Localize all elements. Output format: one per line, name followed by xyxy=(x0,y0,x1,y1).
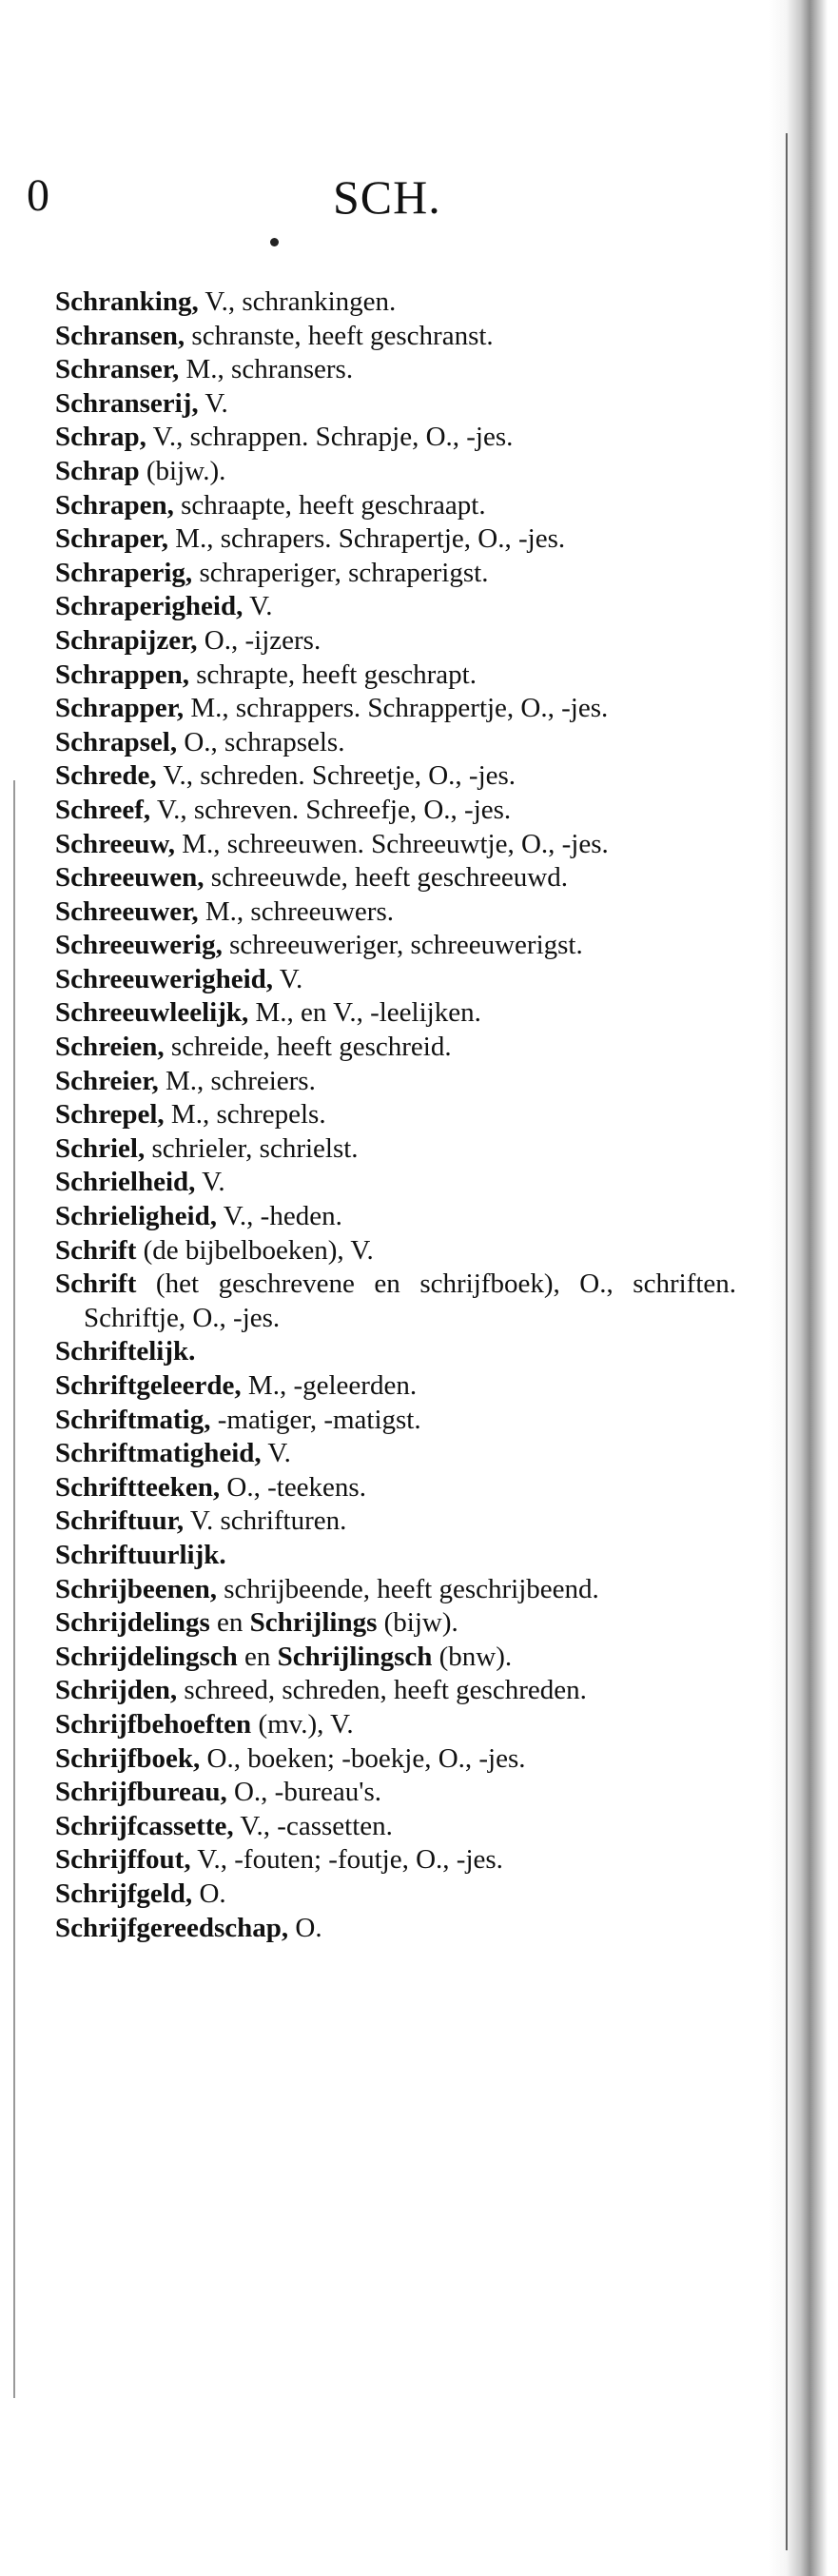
entry-definition: M., schreeuwen. Schreeuwtje, O., -jes. xyxy=(174,828,609,859)
dictionary-entry xyxy=(55,1606,736,1641)
entry-headword: Schrap xyxy=(55,455,140,486)
dictionary-entry xyxy=(55,996,736,1031)
dictionary-entry xyxy=(55,1504,736,1539)
entry-headword: Schreier, xyxy=(55,1065,159,1096)
entry-headword: Schrapsel, xyxy=(55,726,178,757)
entry-definition: O., -teekens. xyxy=(220,1471,366,1503)
dictionary-entry xyxy=(55,557,736,591)
dictionary-entry xyxy=(55,1132,736,1167)
entry-definition: (mv.), V. xyxy=(251,1708,354,1740)
dictionary-entry xyxy=(55,759,736,794)
entry-headword: Schriftgeleerde, xyxy=(55,1370,242,1401)
dictionary-entry xyxy=(55,1098,736,1132)
dictionary-entries xyxy=(55,285,736,1945)
dictionary-entry xyxy=(55,489,736,523)
entry-definition: V., schreden. Schreetje, O., -jes. xyxy=(156,760,516,792)
entry-headword: Schreeuwleelijk, xyxy=(55,997,249,1029)
entry-headword: Schriftuurlijk. xyxy=(55,1539,226,1570)
entry-definition: V., -heden. xyxy=(216,1201,342,1232)
dictionary-entry xyxy=(55,1878,736,1912)
entry-headword: Schriftteeken, xyxy=(55,1471,221,1503)
entry-headword: Schranking, xyxy=(55,286,199,317)
entry-definition: en xyxy=(209,1607,250,1639)
entry-definition: en xyxy=(237,1641,278,1672)
entry-definition: V. xyxy=(198,387,228,419)
entry-definition: M., schreiers. xyxy=(158,1065,316,1096)
entry-headword: Schrede, xyxy=(55,760,157,792)
dictionary-entry xyxy=(55,1843,736,1878)
decorative-dot xyxy=(270,238,279,246)
entry-definition: (bijw.). xyxy=(139,455,226,486)
dictionary-entry xyxy=(55,963,736,997)
entry-headword: Schrijfbehoeften xyxy=(55,1708,252,1740)
entry-definition: V., schrankingen. xyxy=(198,286,397,317)
dictionary-entry xyxy=(55,1471,736,1505)
entry-definition: (bnw). xyxy=(432,1641,513,1672)
entry-definition: O., -bureau's. xyxy=(226,1777,381,1808)
entry-definition: schraapte, heeft geschraapt. xyxy=(173,489,486,521)
entry-headword: Schraper, xyxy=(55,523,168,555)
entry-headword: Schriftelijk. xyxy=(55,1336,196,1367)
entry-definition: schraperiger, schraperigst. xyxy=(192,557,489,588)
dictionary-entry xyxy=(55,692,736,726)
entry-definition: O., schrapsels. xyxy=(177,726,345,757)
entry-definition: schranste, heeft geschranst. xyxy=(185,320,494,351)
dictionary-entry xyxy=(55,624,736,659)
entry-definition: V. xyxy=(273,963,303,994)
entry-headword: Schrijfcassette, xyxy=(55,1810,234,1841)
entry-headword: Schrapijzer, xyxy=(55,624,198,656)
dictionary-entry xyxy=(55,353,736,387)
entry-headword: Schrijfgeld, xyxy=(55,1878,193,1909)
entry-headword: Schrijffout, xyxy=(55,1844,191,1876)
entry-headword: Schreeuwer, xyxy=(55,895,199,927)
dictionary-entry xyxy=(55,522,736,557)
entry-headword: Schraperigheid, xyxy=(55,591,244,622)
entry-definition: (bijw). xyxy=(377,1607,458,1639)
page-edge-shadow xyxy=(769,0,828,2576)
entry-definition: schrijbeende, heeft geschrijbeend. xyxy=(216,1573,599,1604)
dictionary-entry xyxy=(55,929,736,963)
dictionary-entry xyxy=(55,1335,736,1369)
entry-headword: Schrapen, xyxy=(55,489,174,521)
entry-headword: Schraperig, xyxy=(55,557,193,588)
entry-headword: Schriftmatigheid, xyxy=(55,1438,262,1469)
entry-headword: Schrijlingsch xyxy=(277,1641,433,1672)
entry-definition: V., -cassetten. xyxy=(233,1810,393,1841)
entry-definition: -matiger, -matigst. xyxy=(210,1404,421,1435)
entry-headword: Schranser, xyxy=(55,354,180,385)
entry-headword: Schrapper, xyxy=(55,693,185,724)
entry-definition: M., -geleerden. xyxy=(241,1370,418,1401)
dictionary-entry xyxy=(55,861,736,895)
dictionary-entry xyxy=(55,1268,736,1335)
entry-definition: M., schrappers. Schrappertje, O., -jes. xyxy=(184,693,609,724)
entry-headword: Schrepel, xyxy=(55,1099,165,1131)
entry-headword: Schranserij, xyxy=(55,387,199,419)
entry-definition: V. xyxy=(243,591,273,622)
entry-headword: Schrappen, xyxy=(55,659,190,690)
entry-headword: Schreeuwerig, xyxy=(55,930,223,961)
entry-headword: Schrijden, xyxy=(55,1675,178,1706)
dictionary-entry xyxy=(55,320,736,354)
margin-line xyxy=(13,780,15,2398)
section-title: SCH. xyxy=(333,170,441,224)
dictionary-entry xyxy=(55,455,736,489)
dictionary-entry xyxy=(55,1539,736,1573)
page-number: 0 xyxy=(27,170,49,221)
entry-headword: Schrap, xyxy=(55,422,146,453)
entry-definition: M., schrepels. xyxy=(164,1099,326,1131)
entry-definition: O. xyxy=(288,1912,322,1943)
dictionary-entry xyxy=(55,1641,736,1675)
entry-headword: Schransen, xyxy=(55,320,185,351)
entry-headword: Schrijbeenen, xyxy=(55,1573,217,1604)
entry-headword: Schrift xyxy=(55,1234,137,1266)
dictionary-entry xyxy=(55,285,736,320)
dictionary-entry xyxy=(55,1742,736,1777)
dictionary-entry xyxy=(55,828,736,862)
entry-headword: Schreien, xyxy=(55,1032,165,1063)
entry-headword: Schrijlings xyxy=(249,1607,378,1639)
dictionary-entry xyxy=(55,387,736,422)
dictionary-entry xyxy=(55,1776,736,1810)
entry-headword: Schriftmatig, xyxy=(55,1404,211,1435)
entry-headword: Schriel, xyxy=(55,1132,146,1164)
entry-headword: Schrift xyxy=(55,1268,137,1300)
entry-definition: V. xyxy=(195,1167,225,1198)
entry-definition: schreeuwde, heeft geschreeuwd. xyxy=(204,862,568,894)
entry-definition: V. xyxy=(261,1438,291,1469)
dictionary-entry xyxy=(55,726,736,760)
dictionary-entry xyxy=(55,1200,736,1234)
entry-headword: Schrijfbureau, xyxy=(55,1777,227,1808)
entry-headword: Schrijfgereedschap, xyxy=(55,1912,289,1943)
dictionary-entry xyxy=(55,1708,736,1742)
entry-definition: O., -ijzers. xyxy=(197,624,322,656)
entry-headword: Schreeuwerigheid, xyxy=(55,963,274,994)
entry-definition: schreide, heeft geschreid. xyxy=(164,1032,452,1063)
dictionary-entry xyxy=(55,421,736,455)
dictionary-entry xyxy=(55,1166,736,1200)
dictionary-entry xyxy=(55,1573,736,1607)
entry-definition: schrapte, heeft geschrapt. xyxy=(189,659,477,690)
dictionary-entry xyxy=(55,590,736,624)
dictionary-entry xyxy=(55,659,736,693)
entry-definition: V., schrappen. Schrapje, O., -jes. xyxy=(146,422,514,453)
entry-definition: O., boeken; -boekje, O., -jes. xyxy=(200,1742,526,1774)
entry-definition: O. xyxy=(192,1878,226,1909)
entry-definition: V., schreven. Schreefje, O., -jes. xyxy=(150,794,512,825)
dictionary-entry xyxy=(55,794,736,828)
entry-headword: Schreeuwen, xyxy=(55,862,205,894)
entry-headword: Schrijfboek, xyxy=(55,1742,201,1774)
entry-headword: Schriftuur, xyxy=(55,1505,185,1537)
entry-definition: M., en V., -leelijken. xyxy=(248,997,481,1029)
dictionary-entry xyxy=(55,1437,736,1471)
entry-definition: M., schrapers. Schrapertje, O., -jes. xyxy=(167,523,566,555)
entry-definition: M., schreeuwers. xyxy=(198,895,394,927)
entry-definition: schreeuweriger, schreeuwerigst. xyxy=(222,930,583,961)
entry-definition: V., -fouten; -foutje, O., -jes. xyxy=(190,1844,503,1876)
entry-headword: Schreef, xyxy=(55,794,151,825)
entry-definition: (de bijbelboeken), V. xyxy=(136,1234,374,1266)
entry-definition: schreed, schreden, heeft geschreden. xyxy=(177,1675,587,1706)
page-edge-line xyxy=(786,133,788,2550)
entry-headword: Schrijdelingsch xyxy=(55,1641,238,1672)
dictionary-entry xyxy=(55,1031,736,1065)
entry-definition: (het geschrevene en schrijfboek), O., schriften. Schriftje, O., -jes. xyxy=(84,1268,736,1333)
dictionary-entry xyxy=(55,1404,736,1438)
entry-definition: M., schransers. xyxy=(179,354,354,385)
entry-headword: Schrijdelings xyxy=(55,1607,210,1639)
entry-headword: Schrieligheid, xyxy=(55,1201,217,1232)
dictionary-entry xyxy=(55,1674,736,1708)
dictionary-entry xyxy=(55,1810,736,1844)
entry-headword: Schrielheid, xyxy=(55,1167,196,1198)
entry-headword: Schreeuw, xyxy=(55,828,175,859)
entry-definition: schrieler, schrielst. xyxy=(145,1132,359,1164)
dictionary-entry xyxy=(55,1234,736,1268)
dictionary-entry xyxy=(55,1369,736,1404)
entry-definition: V. schrifturen. xyxy=(184,1505,347,1537)
dictionary-entry xyxy=(55,1912,736,1946)
dictionary-entry xyxy=(55,895,736,930)
dictionary-entry xyxy=(55,1065,736,1099)
